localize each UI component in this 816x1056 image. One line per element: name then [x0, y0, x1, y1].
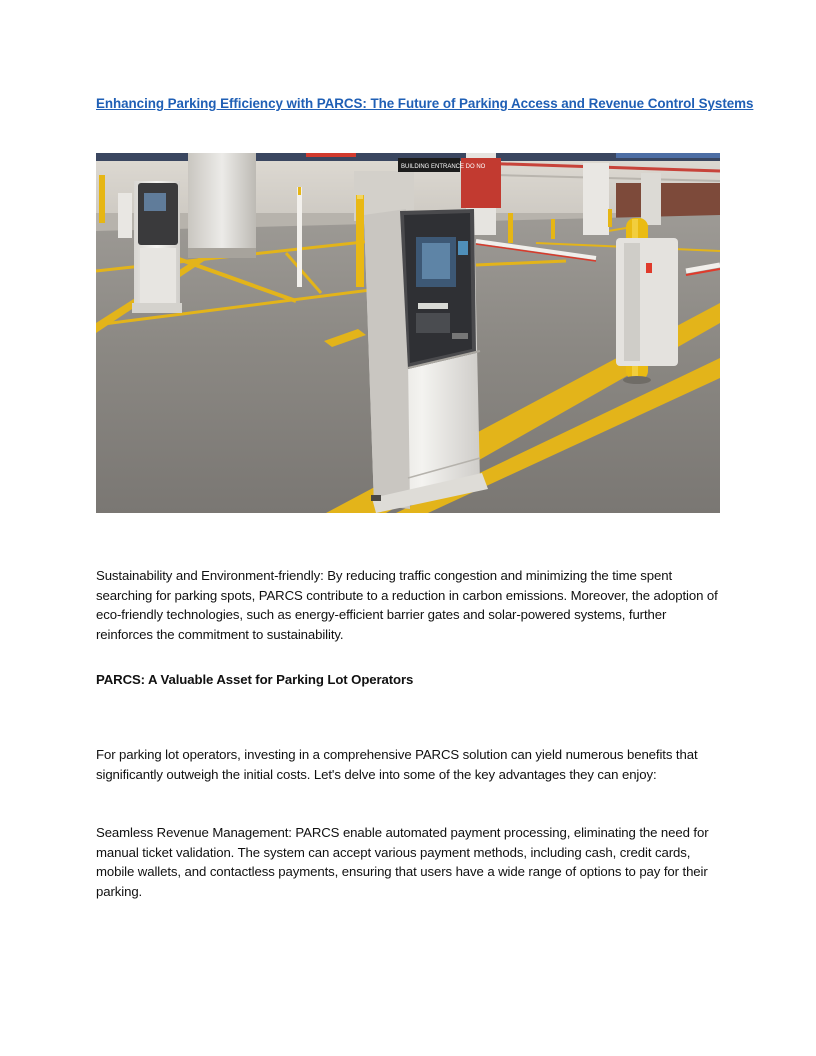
paragraph-sustainability: Sustainability and Environment-friendly: By reducing traffic congestion and minimizing the time spent searching for parking spots, PARCS contribute to a reduction in carbon emissions. Moreover, the adoption of eco-friendly technologies, such as energy-efficient barrier gates and solar-powered systems, further reinforces the commitment to sustainability. — [96, 568, 718, 642]
pillar — [188, 153, 256, 258]
parking-garage-illustration — [96, 153, 720, 513]
entrance-sign-text: BUILDING ENTRANCE DO NO — [401, 164, 486, 170]
distant-kiosk — [132, 181, 182, 313]
main-pay-kiosk — [364, 209, 488, 513]
paragraph-revenue: Seamless Revenue Management: PARCS enable automated payment processing, eliminating the need for manual ticket validation. The system can accept various payment methods, including cash, credit cards, mobile wallets, and contactless payments, ensuring that users have a wide range of options to pay for their parking. — [96, 825, 709, 899]
title-link[interactable]: Enhancing Parking Efficiency with PARCS: The Future of Parking Access and Revenue Control Systems — [96, 96, 754, 111]
paragraph-operators: For parking lot operators, investing in a comprehensive PARCS solution can yield numerous benefits that significantly outweigh the initial costs. Let's delve into some of the key advantages they can enjoy: — [96, 747, 698, 782]
parking-kiosk-photo — [96, 153, 720, 513]
section-heading-operators: PARCS: A Valuable Asset for Parking Lot Operators — [96, 672, 414, 687]
